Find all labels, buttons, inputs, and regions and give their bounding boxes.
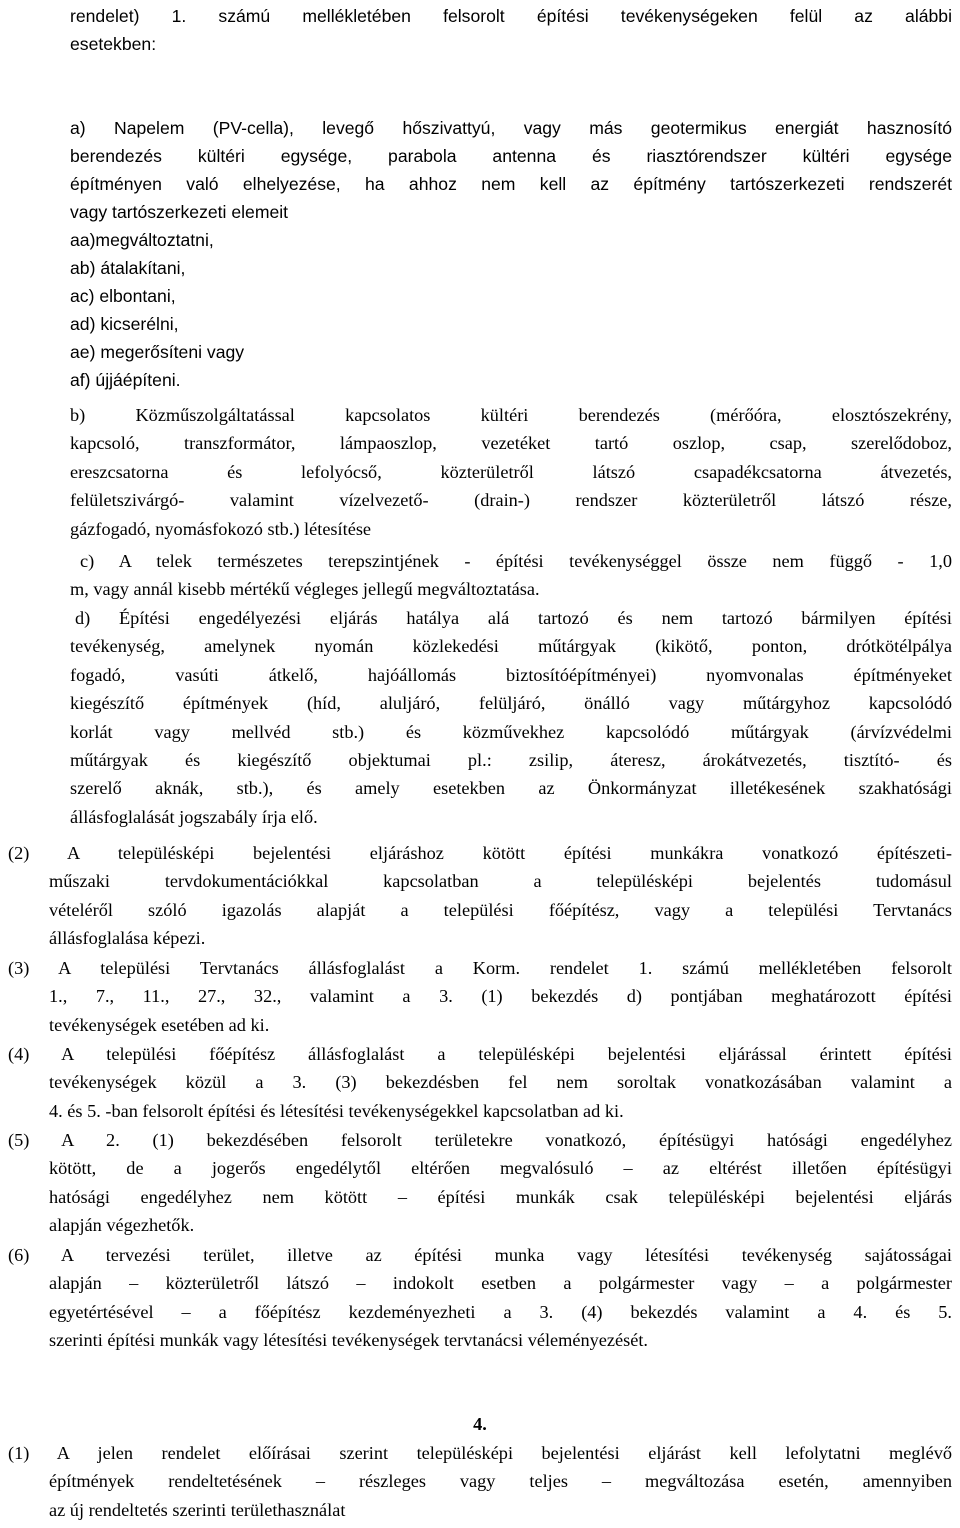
section-paragraph-1-line: (1) A jelen rendelet előírásai szerint településképi bejelentési eljárást kell lefolytatni meglévő — [8, 1443, 952, 1463]
paragraph-2 — [8, 839, 952, 953]
sub-item-ab: ab) átalakítani, — [70, 258, 186, 278]
intro-paragraph — [70, 2, 952, 58]
paragraph-5-line: kötött, de a jogerős engedélytől eltérően megvalósuló – az eltérést illetően építésügyi — [49, 1158, 952, 1179]
item-d-line: fogadó, vasúti átkelő, hajóállomás biztosítóépítményei) nyomvonalas építményeket — [70, 664, 952, 685]
paragraph-5-line: alapján végezhetők. — [49, 1215, 195, 1236]
sub-item-ac: ac) elbontani, — [70, 286, 176, 306]
paragraph-4-line: 4. és 5. -ban felsorolt építési és létesítési tevékenységekkel kapcsolatban ad ki. — [49, 1100, 624, 1121]
intro-line: rendelet) 1. számú mellékletében felsorolt építési tevékenységeken felül az alábbi — [70, 6, 952, 26]
item-a-line: vagy tartószerkezeti elemeit — [70, 202, 289, 222]
sub-item-ad: ad) kicserélni, — [70, 314, 179, 334]
paragraph-2-line: műszaki tervdokumentációkkal kapcsolatban a településképi bejelentés tudomásul — [49, 871, 952, 892]
paragraph-2-line: (2) A településképi bejelentési eljáráshoz kötött építési munkákra vonatkozó építészeti- — [8, 843, 952, 863]
intro-line: esetekben: — [70, 34, 157, 54]
section-paragraph-1-line: az új rendeltetés szerinti területhasználat — [49, 1499, 346, 1520]
paragraph-6-line: egyetértésével – a főépítész kezdeményezheti a 3. (4) bekezdés valamint a 4. és 5. — [49, 1301, 952, 1322]
item-b-line: ereszcsatorna és lefolyócső, közterületről látszó csapadékcsatorna átvezetés, — [70, 461, 952, 482]
paragraph-6-line: (6) A tervezési terület, illetve az építési munka vagy létesítési tevékenység sajátosságai — [8, 1245, 952, 1265]
section-number: 4. — [473, 1414, 487, 1434]
item-c-line: m, vagy annál kisebb mértékű végleges jellegű megváltoztatása. — [70, 579, 540, 600]
item-b-line: b) Közműszolgáltatással kapcsolatos kültéri berendezés (mérőóra, elosztószekrény, — [70, 405, 952, 425]
paragraph-3-line: (3) A települési Tervtanács állásfoglalást a Korm. rendelet 1. számú mellékletében felsorolt — [8, 958, 952, 978]
paragraph-3 — [8, 954, 952, 1039]
item-d-line: kiegészítő építmények (híd, aluljáró, felüljáró, önálló vagy műtárgyhoz kapcsolódó — [70, 693, 952, 714]
item-b-line: kapcsoló, transzformátor, lámpaoszlop, vezetéket tartó oszlop, csap, szerelődoboz, — [70, 433, 952, 454]
item-d — [70, 604, 952, 831]
section-paragraph-1-line: építmények rendeltetésének – részleges vagy teljes – megváltozása esetén, amennyiben — [49, 1471, 952, 1492]
sub-item-aa: aa)megváltoztatni, — [70, 230, 214, 250]
paragraph-2-line: vételéről szóló igazolás alapját a települési főépítész, vagy a települési Tervtanács — [49, 899, 952, 920]
item-d-line: korlát vagy mellvéd stb.) és közművekhez kapcsolódó műtárgyak (árvízvédelmi — [70, 721, 952, 742]
paragraph-6-line: alapján – közterületről látszó – indokolt esetben a polgármester vagy – a polgármester — [49, 1273, 952, 1294]
item-d-line: állásfoglalását jogszabály írja elő. — [70, 806, 318, 827]
paragraph-5-line: (5) A 2. (1) bekezdésében felsorolt területekre vonatkozó, építésügyi hatósági engedélyhez — [8, 1130, 952, 1150]
paragraph-3-line: 1., 7., 11., 27., 32., valamint a 3. (1) bekezdés d) pontjában meghatározott építési — [49, 986, 952, 1007]
item-b — [70, 401, 952, 543]
paragraph-2-line: állásfoglalása képezi. — [49, 928, 206, 949]
paragraph-5 — [8, 1126, 952, 1240]
sub-item-af: af) újjáépíteni. — [70, 370, 181, 390]
paragraph-4 — [8, 1040, 952, 1125]
section-heading — [0, 1410, 960, 1438]
item-d-line: műtárgyak és kiegészítő objektumai pl.: zsilip, áteresz, árokátvezetés, tisztító- és — [70, 749, 952, 770]
paragraph-6-line: szerinti építési munkák vagy létesítési tevékenységek tervtanácsi véleményezését. — [49, 1330, 648, 1351]
item-d-line: d) Építési engedélyezési eljárás hatálya alá tartozó és nem tartozó bármilyen építési — [75, 608, 952, 628]
item-a-line: berendezés kültéri egysége, parabola antenna és riasztórendszer kültéri egysége — [70, 146, 952, 166]
item-a-line: építményen való elhelyezése, ha ahhoz nem kell az építmény tartószerkezeti rendszerét — [70, 174, 952, 194]
paragraph-3-line: tevékenységek esetében ad ki. — [49, 1014, 270, 1035]
sub-item-ae: ae) megerősíteni vagy — [70, 342, 245, 362]
paragraph-6 — [8, 1241, 952, 1355]
section-paragraph-1 — [8, 1439, 952, 1524]
paragraph-4-line: tevékenységek közül a 3. (3) bekezdésben fel nem soroltak vonatkozásában valamint a — [49, 1072, 952, 1093]
item-b-line: felületszivárgó- valamint vízelvezető- (drain-) rendszer közterületről látszó része, — [70, 490, 952, 511]
paragraph-4-line: (4) A települési főépítész állásfoglalást a településképi bejelentési eljárással érintett építési — [8, 1044, 952, 1064]
item-d-line: szerelő aknák, stb.), és amely esetekben az Önkormányzat illetékesének szakhatósági — [70, 778, 952, 799]
item-b-line: gázfogadó, nyomásfokozó stb.) létesítése — [70, 518, 372, 539]
item-a-line: a) Napelem (PV-cella), levegő hőszivattyú, vagy más geotermikus energiát hasznosító — [70, 118, 952, 138]
item-c-line: c) A telek természetes terepszintjének - építési tevékenységgel össze nem függő - 1,0 — [80, 551, 952, 571]
item-d-line: tevékenység, amelynek nyomán közlekedési műtárgyak (kikötő, ponton, drótkötélpálya — [70, 636, 952, 657]
item-c — [70, 547, 952, 604]
item-a — [70, 114, 952, 394]
paragraph-5-line: hatósági engedélyhez nem kötött – építési munkák csak településképi bejelentési eljárás — [49, 1186, 952, 1207]
